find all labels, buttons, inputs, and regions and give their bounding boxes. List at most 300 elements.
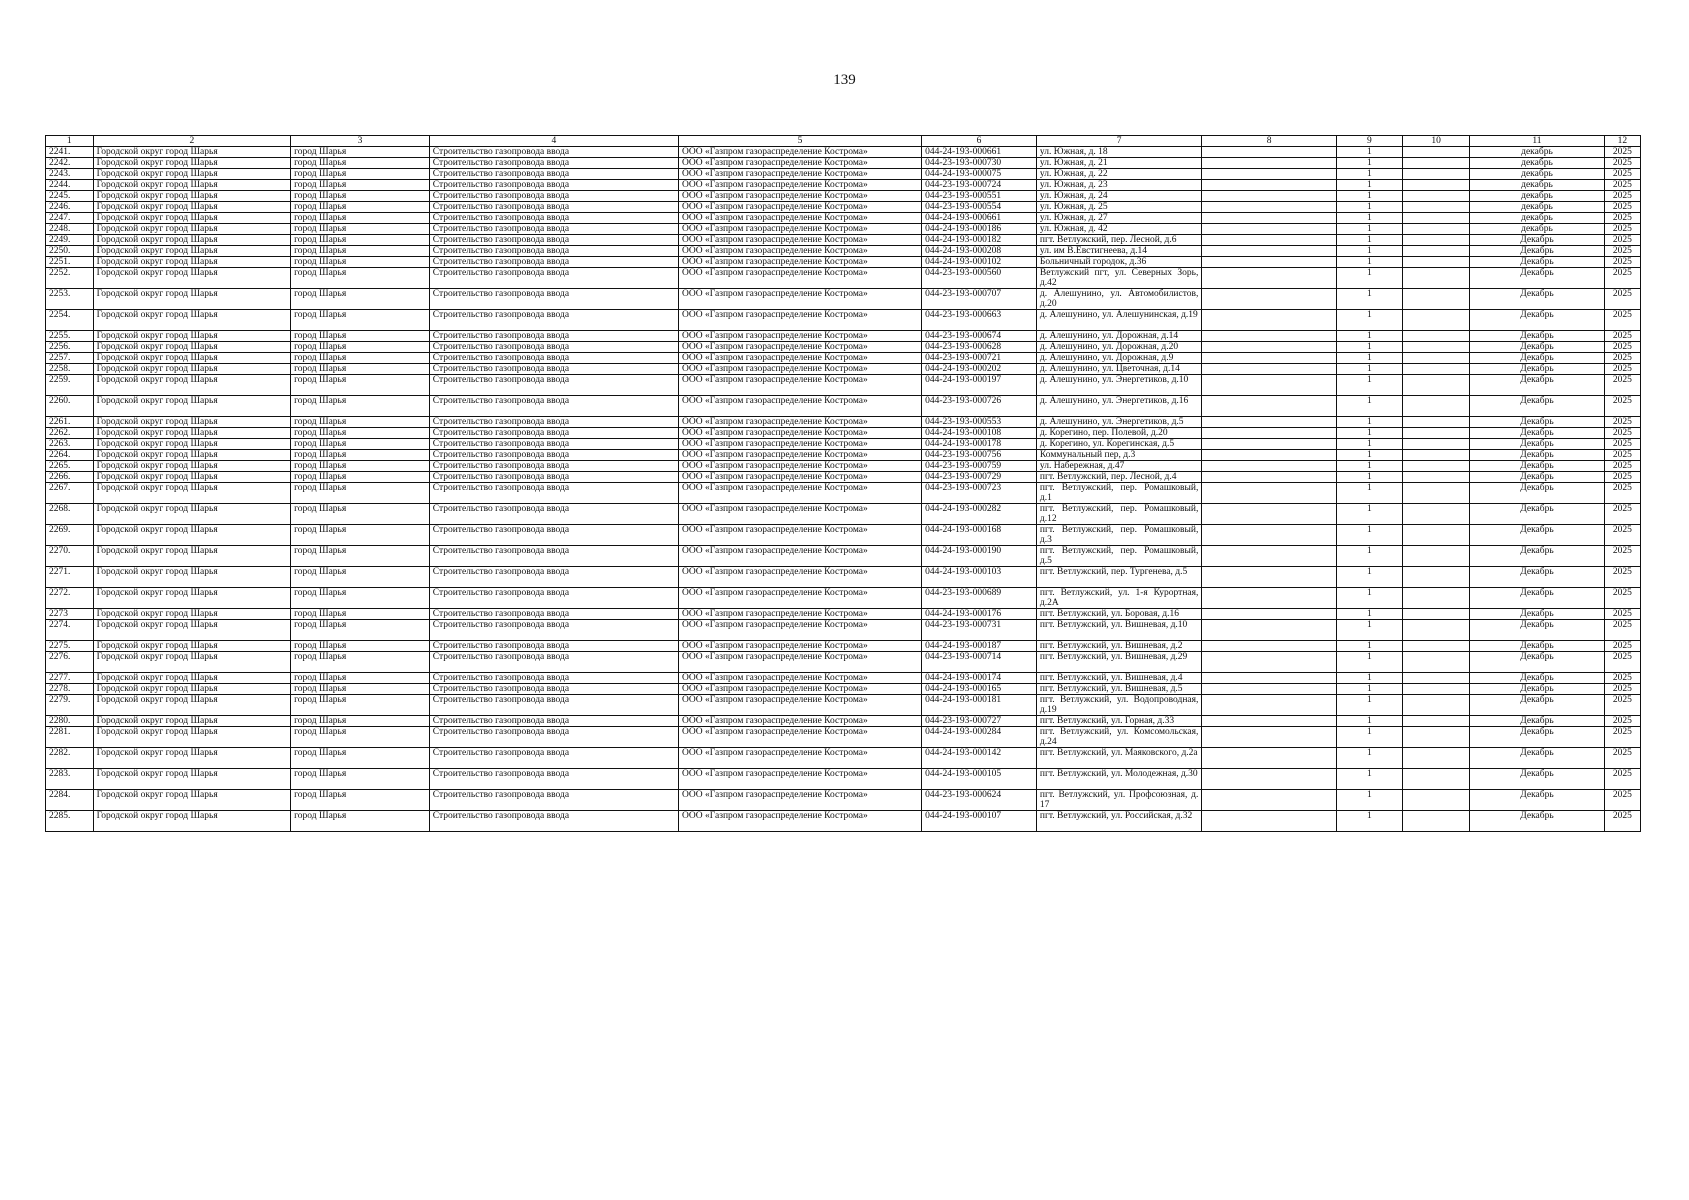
table-row	[46, 396, 1641, 417]
cell-col-2: Городской округ город Шарья	[93, 641, 291, 652]
cell-col-3: город Шарья	[291, 202, 430, 213]
cell-col-2: Городской округ город Шарья	[93, 428, 291, 439]
cell-col-12: 2025	[1604, 790, 1640, 811]
cell-col-2: Городской округ город Шарья	[93, 268, 291, 289]
cell-col-4: Строительство газопровода ввода	[429, 811, 678, 832]
cell-col-12: 2025	[1604, 375, 1640, 396]
cell-col-7: пгт. Ветлужский, ул. Вишневая, д.4	[1036, 673, 1201, 684]
cell-col-6: 044-24-193-000108	[922, 428, 1037, 439]
cell-col-12: 2025	[1604, 439, 1640, 450]
table-row	[46, 620, 1641, 641]
cell-col-8	[1202, 169, 1336, 180]
page-number: 139	[833, 72, 856, 88]
cell-col-8	[1202, 472, 1336, 483]
cell-col-3: город Шарья	[291, 472, 430, 483]
table-row	[46, 727, 1641, 748]
cell-col-5: ООО «Газпром газораспределение Кострома»	[679, 567, 922, 588]
cell-col-4: Строительство газопровода ввода	[429, 180, 678, 191]
cell-col-3: город Шарья	[291, 331, 430, 342]
table-row	[46, 289, 1641, 310]
cell-col-6: 044-23-193-000756	[922, 450, 1037, 461]
cell-col-11: Декабрь	[1470, 246, 1604, 257]
cell-col-2: Городской округ город Шарья	[93, 147, 291, 158]
cell-col-2: Городской округ город Шарья	[93, 235, 291, 246]
cell-col-6: 044-24-193-000165	[922, 684, 1037, 695]
table-row	[46, 417, 1641, 428]
cell-col-7: д. Корегино, ул. Корегинская, д.5	[1036, 439, 1201, 450]
cell-col-12: 2025	[1604, 268, 1640, 289]
cell-col-6: 044-24-193-000661	[922, 147, 1037, 158]
cell-col-10	[1403, 567, 1470, 588]
cell-col-6: 044-24-193-000190	[922, 546, 1037, 567]
cell-col-3: город Шарья	[291, 609, 430, 620]
cell-col-7: ул. Южная, д. 22	[1036, 169, 1201, 180]
cell-col-4: Строительство газопровода ввода	[429, 417, 678, 428]
cell-col-8	[1202, 504, 1336, 525]
cell-col-10	[1403, 609, 1470, 620]
cell-col-10	[1403, 673, 1470, 684]
cell-col-8	[1202, 158, 1336, 169]
cell-col-9: 1	[1336, 439, 1402, 450]
cell-col-1: 2261.	[46, 417, 94, 428]
cell-col-2: Городской округ город Шарья	[93, 472, 291, 483]
cell-col-12: 2025	[1604, 769, 1640, 790]
cell-col-8	[1202, 641, 1336, 652]
table-row	[46, 246, 1641, 257]
header-row	[46, 136, 1641, 147]
cell-col-8	[1202, 289, 1336, 310]
cell-col-1: 2248.	[46, 224, 94, 235]
cell-col-3: город Шарья	[291, 652, 430, 673]
cell-col-2: Городской округ город Шарья	[93, 257, 291, 268]
cell-col-12: 2025	[1604, 246, 1640, 257]
cell-col-2: Городской округ город Шарья	[93, 811, 291, 832]
cell-col-1: 2283.	[46, 769, 94, 790]
cell-col-11: Декабрь	[1470, 684, 1604, 695]
cell-col-12: 2025	[1604, 673, 1640, 684]
cell-col-12: 2025	[1604, 567, 1640, 588]
cell-col-6: 044-23-193-000628	[922, 342, 1037, 353]
cell-col-5: ООО «Газпром газораспределение Кострома»	[679, 588, 922, 609]
cell-col-1: 2277.	[46, 673, 94, 684]
cell-col-11: Декабрь	[1470, 525, 1604, 546]
cell-col-11: Декабрь	[1470, 716, 1604, 727]
cell-col-10	[1403, 588, 1470, 609]
cell-col-6: 044-23-193-000726	[922, 396, 1037, 417]
cell-col-1: 2259.	[46, 375, 94, 396]
cell-col-6: 044-24-193-000176	[922, 609, 1037, 620]
cell-col-11: Декабрь	[1470, 748, 1604, 769]
cell-col-3: город Шарья	[291, 246, 430, 257]
cell-col-11: декабрь	[1470, 213, 1604, 224]
cell-col-9: 1	[1336, 641, 1402, 652]
cell-col-3: город Шарья	[291, 191, 430, 202]
cell-col-11: декабрь	[1470, 147, 1604, 158]
cell-col-9: 1	[1336, 684, 1402, 695]
cell-col-4: Строительство газопровода ввода	[429, 609, 678, 620]
cell-col-10	[1403, 310, 1470, 331]
cell-col-12: 2025	[1604, 620, 1640, 641]
cell-col-5: ООО «Газпром газораспределение Кострома»	[679, 620, 922, 641]
cell-col-3: город Шарья	[291, 673, 430, 684]
cell-col-8	[1202, 353, 1336, 364]
cell-col-5: ООО «Газпром газораспределение Кострома»	[679, 375, 922, 396]
cell-col-8	[1202, 588, 1336, 609]
cell-col-6: 044-23-193-000714	[922, 652, 1037, 673]
cell-col-2: Городской округ город Шарья	[93, 353, 291, 364]
cell-col-11: Декабрь	[1470, 546, 1604, 567]
cell-col-9: 1	[1336, 620, 1402, 641]
cell-col-3: город Шарья	[291, 450, 430, 461]
cell-col-12: 2025	[1604, 472, 1640, 483]
cell-col-3: город Шарья	[291, 748, 430, 769]
cell-col-9: 1	[1336, 180, 1402, 191]
cell-col-4: Строительство газопровода ввода	[429, 483, 678, 504]
cell-col-7: ул. Набережная, д.47	[1036, 461, 1201, 472]
table-row	[46, 180, 1641, 191]
table-row	[46, 331, 1641, 342]
cell-col-2: Городской округ город Шарья	[93, 716, 291, 727]
cell-col-7: пгт. Ветлужский, ул. Горная, д.33	[1036, 716, 1201, 727]
cell-col-11: декабрь	[1470, 191, 1604, 202]
cell-col-12: 2025	[1604, 213, 1640, 224]
cell-col-4: Строительство газопровода ввода	[429, 567, 678, 588]
cell-col-5: ООО «Газпром газораспределение Кострома»	[679, 673, 922, 684]
cell-col-12: 2025	[1604, 342, 1640, 353]
cell-col-7: д. Алешунино, ул. Алешунинская, д.19	[1036, 310, 1201, 331]
cell-col-5: ООО «Газпром газораспределение Кострома»	[679, 224, 922, 235]
table-row	[46, 769, 1641, 790]
cell-col-2: Городской округ город Шарья	[93, 450, 291, 461]
table-row	[46, 268, 1641, 289]
table-row	[46, 213, 1641, 224]
cell-col-6: 044-24-193-000284	[922, 727, 1037, 748]
cell-col-1: 2285.	[46, 811, 94, 832]
column-header-12: 12	[1604, 136, 1640, 147]
cell-col-4: Строительство газопровода ввода	[429, 147, 678, 158]
cell-col-4: Строительство газопровода ввода	[429, 695, 678, 716]
cell-col-10	[1403, 439, 1470, 450]
cell-col-3: город Шарья	[291, 364, 430, 375]
cell-col-10	[1403, 641, 1470, 652]
cell-col-5: ООО «Газпром газораспределение Кострома»	[679, 546, 922, 567]
cell-col-7: пгт. Ветлужский, ул. 1-я Курортная, д.2А	[1036, 588, 1201, 609]
cell-col-7: ул. Южная, д. 24	[1036, 191, 1201, 202]
cell-col-1: 2253.	[46, 289, 94, 310]
cell-col-3: город Шарья	[291, 620, 430, 641]
cell-col-12: 2025	[1604, 716, 1640, 727]
cell-col-3: город Шарья	[291, 461, 430, 472]
cell-col-12: 2025	[1604, 483, 1640, 504]
cell-col-2: Городской округ город Шарья	[93, 525, 291, 546]
cell-col-12: 2025	[1604, 811, 1640, 832]
cell-col-7: Коммунальный пер, д.3	[1036, 450, 1201, 461]
cell-col-5: ООО «Газпром газораспределение Кострома»	[679, 169, 922, 180]
cell-col-6: 044-23-193-000674	[922, 331, 1037, 342]
cell-col-7: пгт. Ветлужский, пер. Ромашковый, д.3	[1036, 525, 1201, 546]
cell-col-4: Строительство газопровода ввода	[429, 158, 678, 169]
cell-col-4: Строительство газопровода ввода	[429, 727, 678, 748]
cell-col-6: 044-23-193-000663	[922, 310, 1037, 331]
cell-col-1: 2245.	[46, 191, 94, 202]
cell-col-3: город Шарья	[291, 695, 430, 716]
cell-col-2: Городской округ город Шарья	[93, 504, 291, 525]
cell-col-6: 044-23-193-000729	[922, 472, 1037, 483]
cell-col-2: Городской округ город Шарья	[93, 158, 291, 169]
cell-col-1: 2252.	[46, 268, 94, 289]
cell-col-4: Строительство газопровода ввода	[429, 353, 678, 364]
cell-col-3: город Шарья	[291, 769, 430, 790]
cell-col-5: ООО «Газпром газораспределение Кострома»	[679, 342, 922, 353]
cell-col-1: 2257.	[46, 353, 94, 364]
cell-col-6: 044-23-193-000560	[922, 268, 1037, 289]
cell-col-7: д. Алешунино, ул. Энергетиков, д.5	[1036, 417, 1201, 428]
cell-col-2: Городской округ город Шарья	[93, 342, 291, 353]
table-row	[46, 461, 1641, 472]
cell-col-2: Городской округ город Шарья	[93, 483, 291, 504]
cell-col-12: 2025	[1604, 169, 1640, 180]
cell-col-8	[1202, 202, 1336, 213]
cell-col-6: 044-23-193-000707	[922, 289, 1037, 310]
cell-col-10	[1403, 202, 1470, 213]
cell-col-7: ул. им В.Евстигнеева, д.14	[1036, 246, 1201, 257]
cell-col-11: Декабрь	[1470, 235, 1604, 246]
table-row	[46, 364, 1641, 375]
cell-col-7: д. Алешунино, ул. Автомобилистов, д.20	[1036, 289, 1201, 310]
cell-col-10	[1403, 525, 1470, 546]
cell-col-10	[1403, 246, 1470, 257]
cell-col-11: Декабрь	[1470, 289, 1604, 310]
cell-col-8	[1202, 811, 1336, 832]
cell-col-10	[1403, 235, 1470, 246]
column-header-6: 6	[922, 136, 1037, 147]
table-row	[46, 472, 1641, 483]
cell-col-9: 1	[1336, 450, 1402, 461]
cell-col-6: 044-23-193-000730	[922, 158, 1037, 169]
cell-col-11: Декабрь	[1470, 609, 1604, 620]
cell-col-6: 044-23-193-000553	[922, 417, 1037, 428]
cell-col-7: пгт. Ветлужский, ул. Вишневая, д.29	[1036, 652, 1201, 673]
cell-col-4: Строительство газопровода ввода	[429, 461, 678, 472]
cell-col-9: 1	[1336, 310, 1402, 331]
table-row	[46, 310, 1641, 331]
cell-col-6: 044-23-193-000721	[922, 353, 1037, 364]
cell-col-6: 044-24-193-000282	[922, 504, 1037, 525]
cell-col-9: 1	[1336, 748, 1402, 769]
cell-col-11: Декабрь	[1470, 417, 1604, 428]
cell-col-9: 1	[1336, 652, 1402, 673]
cell-col-7: д. Алешунино, ул. Энергетиков, д.16	[1036, 396, 1201, 417]
cell-col-6: 044-23-193-000624	[922, 790, 1037, 811]
cell-col-10	[1403, 268, 1470, 289]
cell-col-1: 2241.	[46, 147, 94, 158]
cell-col-7: ул. Южная, д. 18	[1036, 147, 1201, 158]
cell-col-3: город Шарья	[291, 428, 430, 439]
cell-col-4: Строительство газопровода ввода	[429, 202, 678, 213]
cell-col-1: 2278.	[46, 684, 94, 695]
cell-col-8	[1202, 213, 1336, 224]
cell-col-6: 044-23-193-000727	[922, 716, 1037, 727]
cell-col-1: 2256.	[46, 342, 94, 353]
cell-col-12: 2025	[1604, 609, 1640, 620]
cell-col-3: город Шарья	[291, 546, 430, 567]
cell-col-5: ООО «Газпром газораспределение Кострома»	[679, 364, 922, 375]
cell-col-9: 1	[1336, 428, 1402, 439]
cell-col-7: пгт. Ветлужский, пер. Тургенева, д.5	[1036, 567, 1201, 588]
cell-col-11: Декабрь	[1470, 790, 1604, 811]
cell-col-7: д. Алешунино, ул. Энергетиков, д.10	[1036, 375, 1201, 396]
cell-col-2: Городской округ город Шарья	[93, 684, 291, 695]
cell-col-9: 1	[1336, 289, 1402, 310]
cell-col-7: пгт. Ветлужский, ул. Маяковского, д.2а	[1036, 748, 1201, 769]
cell-col-5: ООО «Газпром газораспределение Кострома»	[679, 268, 922, 289]
cell-col-3: город Шарья	[291, 213, 430, 224]
cell-col-9: 1	[1336, 609, 1402, 620]
cell-col-8	[1202, 620, 1336, 641]
cell-col-2: Городской округ город Шарья	[93, 588, 291, 609]
cell-col-9: 1	[1336, 417, 1402, 428]
cell-col-11: Декабрь	[1470, 673, 1604, 684]
cell-col-8	[1202, 567, 1336, 588]
cell-col-8	[1202, 525, 1336, 546]
cell-col-11: декабрь	[1470, 169, 1604, 180]
cell-col-5: ООО «Газпром газораспределение Кострома»	[679, 180, 922, 191]
cell-col-1: 2249.	[46, 235, 94, 246]
cell-col-8	[1202, 439, 1336, 450]
cell-col-1: 2246.	[46, 202, 94, 213]
cell-col-8	[1202, 748, 1336, 769]
cell-col-1: 2262.	[46, 428, 94, 439]
cell-col-5: ООО «Газпром газораспределение Кострома»	[679, 609, 922, 620]
cell-col-1: 2255.	[46, 331, 94, 342]
cell-col-7: пгт. Ветлужский, ул. Профсоюзная, д. 17	[1036, 790, 1201, 811]
cell-col-12: 2025	[1604, 147, 1640, 158]
cell-col-7: пгт. Ветлужский, ул. Вишневая, д.10	[1036, 620, 1201, 641]
cell-col-12: 2025	[1604, 588, 1640, 609]
cell-col-8	[1202, 147, 1336, 158]
cell-col-10	[1403, 790, 1470, 811]
cell-col-12: 2025	[1604, 235, 1640, 246]
cell-col-6: 044-24-193-000202	[922, 364, 1037, 375]
cell-col-8	[1202, 673, 1336, 684]
cell-col-4: Строительство газопровода ввода	[429, 748, 678, 769]
cell-col-4: Строительство газопровода ввода	[429, 331, 678, 342]
cell-col-10	[1403, 652, 1470, 673]
cell-col-10	[1403, 428, 1470, 439]
cell-col-3: город Шарья	[291, 504, 430, 525]
cell-col-9: 1	[1336, 342, 1402, 353]
cell-col-3: город Шарья	[291, 147, 430, 158]
cell-col-12: 2025	[1604, 289, 1640, 310]
cell-col-1: 2270.	[46, 546, 94, 567]
cell-col-4: Строительство газопровода ввода	[429, 588, 678, 609]
cell-col-5: ООО «Газпром газораспределение Кострома»	[679, 147, 922, 158]
table-row	[46, 450, 1641, 461]
cell-col-5: ООО «Газпром газораспределение Кострома»	[679, 641, 922, 652]
cell-col-4: Строительство газопровода ввода	[429, 472, 678, 483]
cell-col-12: 2025	[1604, 652, 1640, 673]
cell-col-11: Декабрь	[1470, 342, 1604, 353]
cell-col-7: пгт. Ветлужский, пер. Лесной, д.6	[1036, 235, 1201, 246]
cell-col-10	[1403, 483, 1470, 504]
cell-col-3: город Шарья	[291, 790, 430, 811]
cell-col-9: 1	[1336, 202, 1402, 213]
cell-col-6: 044-23-193-000551	[922, 191, 1037, 202]
cell-col-9: 1	[1336, 191, 1402, 202]
cell-col-11: Декабрь	[1470, 268, 1604, 289]
cell-col-9: 1	[1336, 716, 1402, 727]
cell-col-2: Городской округ город Шарья	[93, 310, 291, 331]
cell-col-7: пгт. Ветлужский, пер. Ромашковый, д.1	[1036, 483, 1201, 504]
cell-col-1: 2265.	[46, 461, 94, 472]
cell-col-7: д. Алешунино, ул. Дорожная, д.14	[1036, 331, 1201, 342]
cell-col-5: ООО «Газпром газораспределение Кострома»	[679, 257, 922, 268]
cell-col-10	[1403, 180, 1470, 191]
table-row	[46, 224, 1641, 235]
cell-col-2: Городской округ город Шарья	[93, 461, 291, 472]
cell-col-11: Декабрь	[1470, 428, 1604, 439]
table-row	[46, 342, 1641, 353]
cell-col-9: 1	[1336, 147, 1402, 158]
cell-col-10	[1403, 224, 1470, 235]
cell-col-12: 2025	[1604, 641, 1640, 652]
cell-col-7: ул. Южная, д. 21	[1036, 158, 1201, 169]
cell-col-6: 044-23-193-000731	[922, 620, 1037, 641]
cell-col-6: 044-24-193-000187	[922, 641, 1037, 652]
cell-col-1: 2271.	[46, 567, 94, 588]
table-row	[46, 609, 1641, 620]
cell-col-12: 2025	[1604, 310, 1640, 331]
column-header-3: 3	[291, 136, 430, 147]
cell-col-10	[1403, 158, 1470, 169]
cell-col-11: Декабрь	[1470, 727, 1604, 748]
cell-col-1: 2244.	[46, 180, 94, 191]
cell-col-10	[1403, 811, 1470, 832]
table-row	[46, 202, 1641, 213]
cell-col-12: 2025	[1604, 396, 1640, 417]
cell-col-7: ул. Южная, д. 23	[1036, 180, 1201, 191]
cell-col-1: 2275.	[46, 641, 94, 652]
cell-col-6: 044-24-193-000174	[922, 673, 1037, 684]
cell-col-9: 1	[1336, 235, 1402, 246]
cell-col-4: Строительство газопровода ввода	[429, 769, 678, 790]
cell-col-9: 1	[1336, 769, 1402, 790]
cell-col-1: 2264.	[46, 450, 94, 461]
cell-col-10	[1403, 695, 1470, 716]
cell-col-3: город Шарья	[291, 169, 430, 180]
cell-col-4: Строительство газопровода ввода	[429, 450, 678, 461]
cell-col-10	[1403, 257, 1470, 268]
cell-col-9: 1	[1336, 472, 1402, 483]
cell-col-6: 044-24-193-000178	[922, 439, 1037, 450]
cell-col-12: 2025	[1604, 202, 1640, 213]
column-header-5: 5	[679, 136, 922, 147]
cell-col-4: Строительство газопровода ввода	[429, 342, 678, 353]
cell-col-1: 2280.	[46, 716, 94, 727]
cell-col-3: город Шарья	[291, 641, 430, 652]
cell-col-9: 1	[1336, 588, 1402, 609]
cell-col-11: Декабрь	[1470, 396, 1604, 417]
cell-col-3: город Шарья	[291, 727, 430, 748]
table-row	[46, 353, 1641, 364]
cell-col-7: пгт. Ветлужский, ул. Комсомольская, д.24	[1036, 727, 1201, 748]
cell-col-11: Декабрь	[1470, 567, 1604, 588]
cell-col-9: 1	[1336, 504, 1402, 525]
cell-col-7: д. Алешунино, ул. Дорожная, д.9	[1036, 353, 1201, 364]
cell-col-5: ООО «Газпром газораспределение Кострома»	[679, 727, 922, 748]
cell-col-2: Городской округ город Шарья	[93, 396, 291, 417]
cell-col-10	[1403, 684, 1470, 695]
